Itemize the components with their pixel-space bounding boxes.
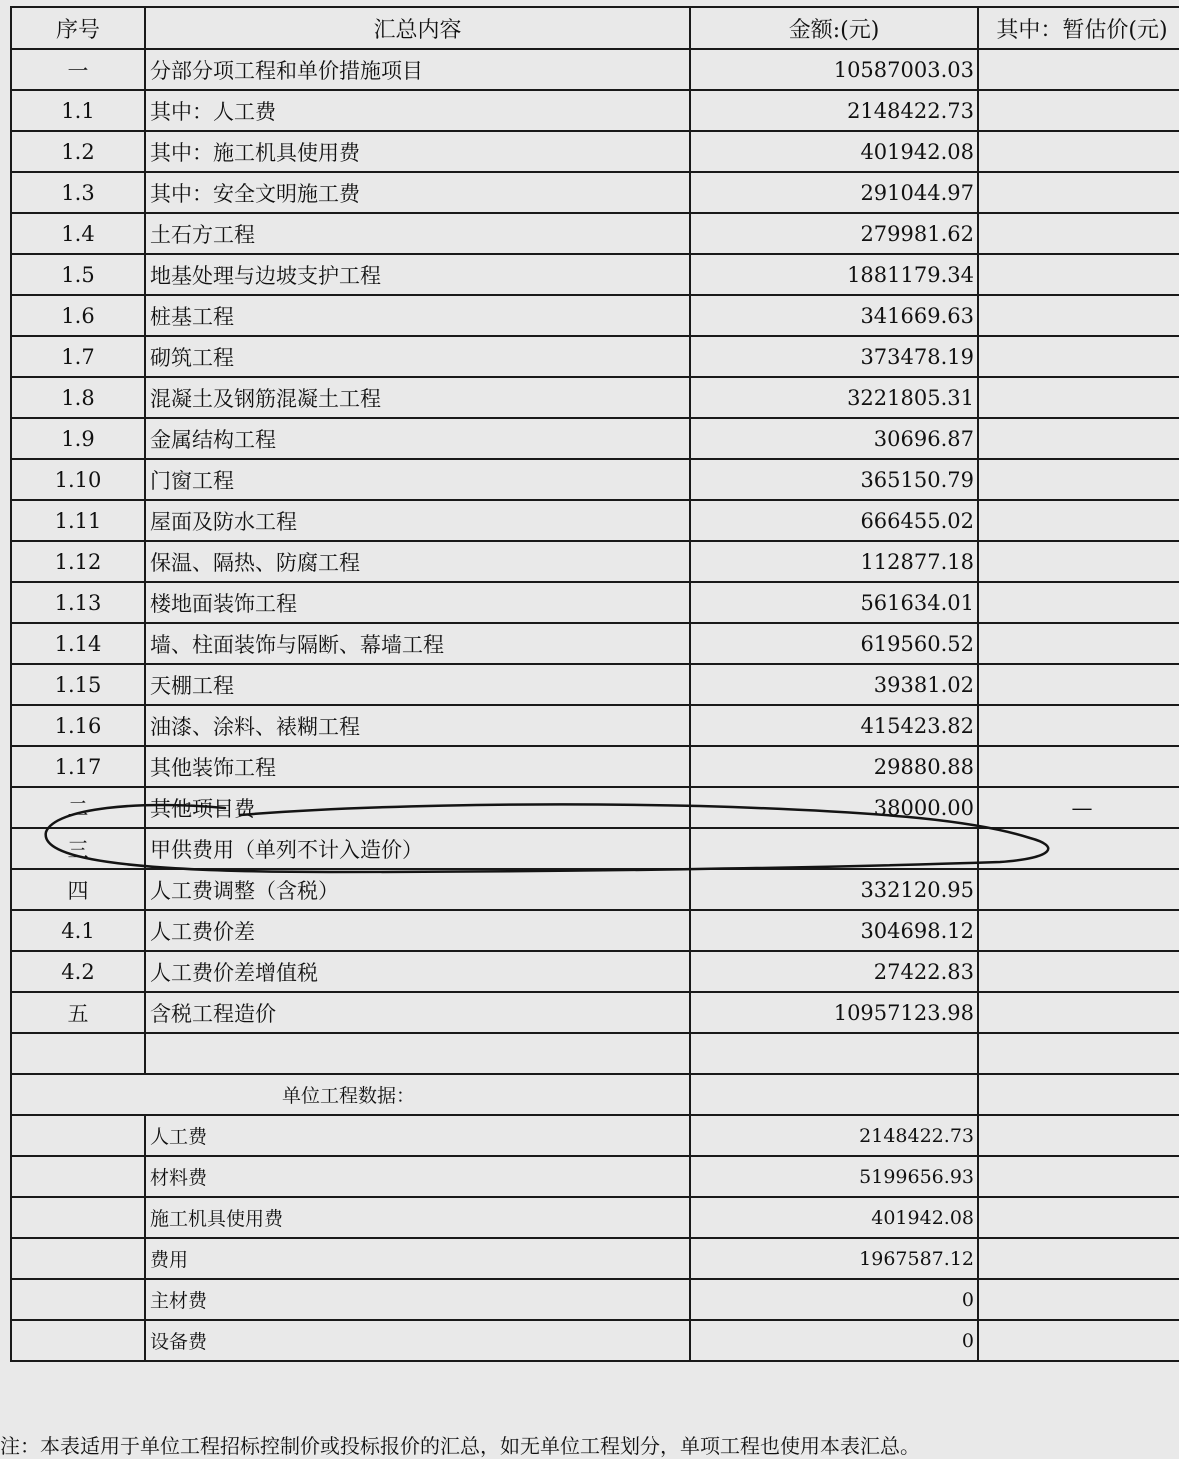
row-no: 二 [11,787,145,828]
row-estimate [978,336,1179,377]
table-row-highlighted [11,787,1179,828]
table-row [11,254,1179,295]
row-name: 其中：人工费 [145,90,690,131]
unit-data-name: 人工费 [145,1115,690,1156]
row-no: 1.13 [11,582,145,623]
row-name: 金属结构工程 [145,418,690,459]
summary-table [10,6,1179,1362]
table-row [11,664,1179,705]
unit-data-amount: 401942.08 [690,1197,978,1238]
table-row [11,377,1179,418]
row-estimate [978,131,1179,172]
row-amount: 10957123.98 [690,992,978,1033]
row-estimate [978,951,1179,992]
table-row [11,623,1179,664]
table-row [11,131,1179,172]
row-estimate [978,213,1179,254]
unit-data-name: 施工机具使用费 [145,1197,690,1238]
table-note: 注：本表适用于单位工程招标控制价或投标报价的汇总，如无单位工程划分，单项工程也使用本表汇总。 [0,1434,920,1458]
table-row [11,582,1179,623]
row-amount: 666455.02 [690,500,978,541]
row-no: 1.14 [11,623,145,664]
row-no: 五 [11,992,145,1033]
row-amount: 39381.02 [690,664,978,705]
row-no: 1.4 [11,213,145,254]
row-estimate [978,90,1179,131]
table-row [11,459,1179,500]
row-name: 分部分项工程和单价措施项目 [145,49,690,90]
table-row [11,828,1179,869]
row-estimate [978,582,1179,623]
row-no: 1.10 [11,459,145,500]
row-no: 1.8 [11,377,145,418]
row-no: 1.5 [11,254,145,295]
row-name: 其他项目费 [145,787,690,828]
row-amount: 3221805.31 [690,377,978,418]
row-estimate [978,992,1179,1033]
table-row [11,336,1179,377]
row-amount: 415423.82 [690,705,978,746]
row-estimate [978,172,1179,213]
row-amount: 341669.63 [690,295,978,336]
table-row [11,705,1179,746]
row-name: 天棚工程 [145,664,690,705]
row-amount: 619560.52 [690,623,978,664]
row-no: 1.17 [11,746,145,787]
unit-data-name: 费用 [145,1238,690,1279]
row-no: 1.6 [11,295,145,336]
row-name: 保温、隔热、防腐工程 [145,541,690,582]
row-name: 混凝土及钢筋混凝土工程 [145,377,690,418]
unit-data-row [11,1197,1179,1238]
row-name: 人工费价差增值税 [145,951,690,992]
row-estimate [978,623,1179,664]
unit-data-name: 设备费 [145,1320,690,1361]
row-no: 1.11 [11,500,145,541]
unit-data-name: 材料费 [145,1156,690,1197]
row-amount: 291044.97 [690,172,978,213]
row-no: 1.1 [11,90,145,131]
row-estimate [978,869,1179,910]
row-no: 1.12 [11,541,145,582]
table-row [11,910,1179,951]
row-amount [690,828,978,869]
row-estimate [978,664,1179,705]
row-no: 一 [11,49,145,90]
row-estimate [978,500,1179,541]
table-row [11,992,1179,1033]
row-amount: 373478.19 [690,336,978,377]
row-amount: 2148422.73 [690,90,978,131]
row-no: 1.16 [11,705,145,746]
row-name: 墙、柱面装饰与隔断、幕墙工程 [145,623,690,664]
row-amount: 365150.79 [690,459,978,500]
row-name: 甲供费用（单列不计入造价） [145,828,690,869]
row-amount: 332120.95 [690,869,978,910]
row-estimate [978,828,1179,869]
row-name: 其中：施工机具使用费 [145,131,690,172]
table-row [11,213,1179,254]
row-no: 4.1 [11,910,145,951]
header-amount: 金额:(元) [690,7,978,49]
row-no: 1.9 [11,418,145,459]
row-no: 1.3 [11,172,145,213]
unit-data-row [11,1238,1179,1279]
unit-data-title-row [11,1074,1179,1115]
row-no: 1.15 [11,664,145,705]
row-name: 人工费价差 [145,910,690,951]
row-name: 人工费调整（含税） [145,869,690,910]
row-amount: 38000.00 [690,787,978,828]
table-row [11,172,1179,213]
row-no: 三 [11,828,145,869]
row-name: 门窗工程 [145,459,690,500]
row-estimate [978,377,1179,418]
row-name: 土石方工程 [145,213,690,254]
row-estimate [978,418,1179,459]
empty-row [11,1033,1179,1074]
row-estimate [978,705,1179,746]
header-content: 汇总内容 [145,7,690,49]
unit-data-row [11,1320,1179,1361]
table-row [11,500,1179,541]
header-estimate: 其中：暂估价(元) [978,7,1179,49]
row-amount: 279981.62 [690,213,978,254]
table-row [11,418,1179,459]
row-no: 4.2 [11,951,145,992]
row-estimate [978,910,1179,951]
row-name: 砌筑工程 [145,336,690,377]
row-estimate [978,254,1179,295]
table-row [11,49,1179,90]
row-name: 其中：安全文明施工费 [145,172,690,213]
row-amount: 27422.83 [690,951,978,992]
unit-data-title: 单位工程数据： [11,1074,690,1115]
row-amount: 29880.88 [690,746,978,787]
row-name: 楼地面装饰工程 [145,582,690,623]
row-estimate [978,49,1179,90]
unit-data-row [11,1115,1179,1156]
header-no: 序号 [11,7,145,49]
row-amount: 401942.08 [690,131,978,172]
summary-body [11,49,1179,1361]
unit-data-row [11,1156,1179,1197]
row-estimate [978,295,1179,336]
table-row [11,541,1179,582]
row-amount: 10587003.03 [690,49,978,90]
row-no: 1.7 [11,336,145,377]
row-estimate [978,459,1179,500]
unit-data-name: 主材费 [145,1279,690,1320]
row-estimate: — [978,787,1179,828]
summary-sheet [10,6,1179,1362]
header-row [11,7,1179,49]
table-row [11,951,1179,992]
unit-data-amount: 1967587.12 [690,1238,978,1279]
row-name: 其他装饰工程 [145,746,690,787]
row-amount: 1881179.34 [690,254,978,295]
row-estimate [978,541,1179,582]
row-name: 桩基工程 [145,295,690,336]
unit-data-amount: 5199656.93 [690,1156,978,1197]
row-amount: 304698.12 [690,910,978,951]
unit-data-amount: 0 [690,1279,978,1320]
row-no: 四 [11,869,145,910]
table-row [11,869,1179,910]
unit-data-row [11,1279,1179,1320]
row-amount: 561634.01 [690,582,978,623]
row-name: 地基处理与边坡支护工程 [145,254,690,295]
table-row [11,90,1179,131]
table-row [11,295,1179,336]
row-no: 1.2 [11,131,145,172]
row-amount: 112877.18 [690,541,978,582]
row-amount: 30696.87 [690,418,978,459]
row-estimate [978,746,1179,787]
row-name: 屋面及防水工程 [145,500,690,541]
row-name: 含税工程造价 [145,992,690,1033]
unit-data-amount: 0 [690,1320,978,1361]
table-row [11,746,1179,787]
row-name: 油漆、涂料、裱糊工程 [145,705,690,746]
unit-data-amount: 2148422.73 [690,1115,978,1156]
